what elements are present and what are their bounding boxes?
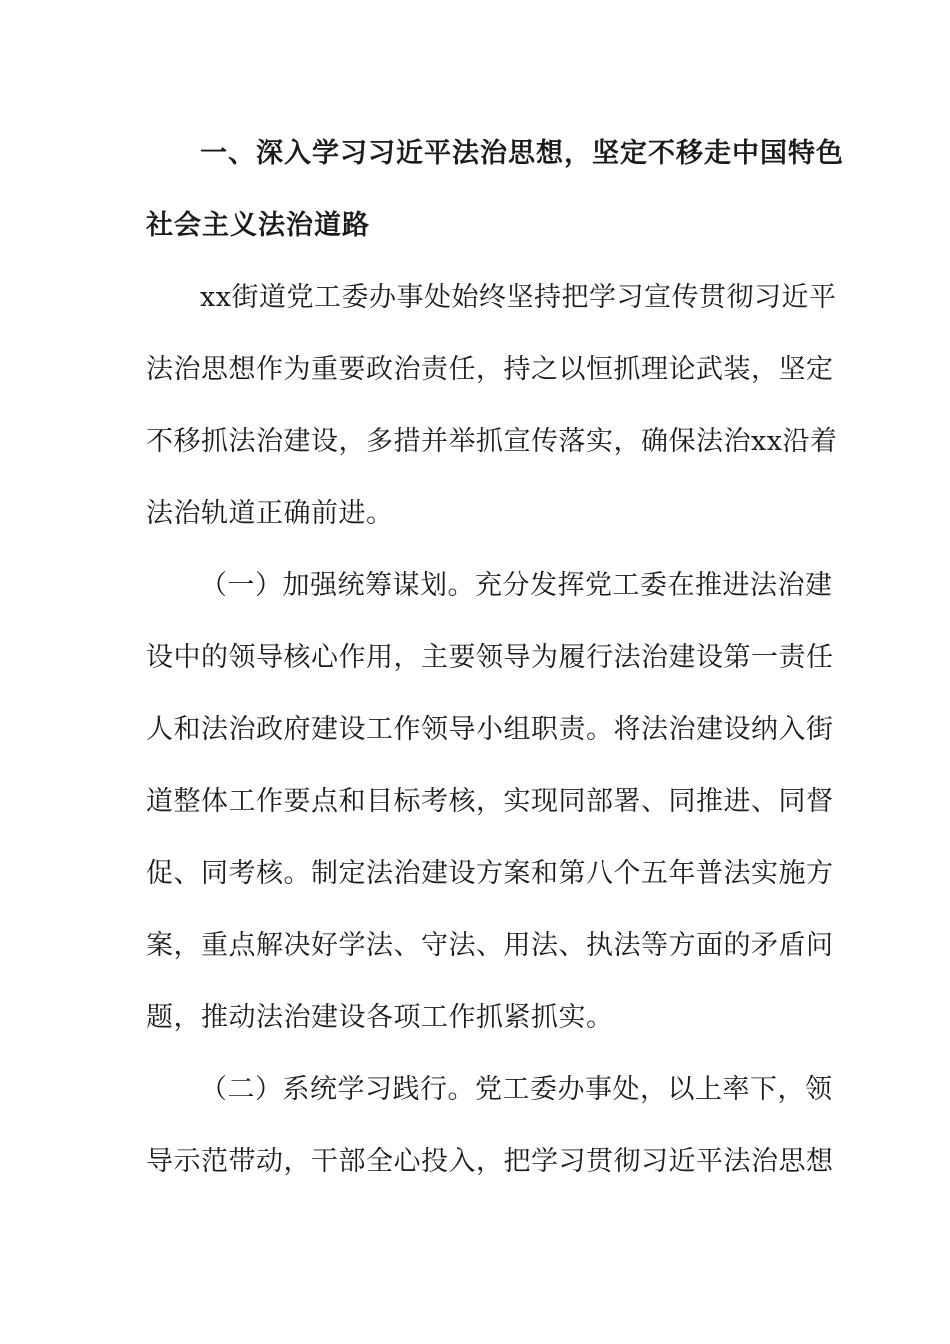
paragraph-1-line-3: 不移抓法治建设，多措并举抓宣传落实，确保法治xx沿着 xyxy=(146,426,838,457)
paragraph-1-line-4: 法治轨道正确前进。 xyxy=(146,498,394,529)
paragraph-2-line-4: 道整体工作要点和目标考核，实现同部署、同推进、同督 xyxy=(146,786,834,817)
paragraph-2-line-1: （一）加强统筹谋划。充分发挥党工委在推进法治建 xyxy=(200,570,833,601)
section-heading-line-1: 一、深入学习习近平法治思想，坚定不移走中国特色 xyxy=(200,138,844,169)
paragraph-1-line-1: xx街道党工委办事处始终坚持把学习宣传贯彻习近平 xyxy=(200,282,837,313)
paragraph-2-line-3: 人和法治政府建设工作领导小组职责。将法治建设纳入街 xyxy=(146,714,834,745)
paragraph-3-line-2: 导示范带动，干部全心投入，把学习贯彻习近平法治思想 xyxy=(146,1146,834,1177)
paragraph-3-line-1: （二）系统学习践行。党工委办事处，以上率下，领 xyxy=(200,1074,833,1105)
paragraph-2-line-2: 设中的领导核心作用，主要领导为履行法治建设第一责任 xyxy=(146,642,834,673)
paragraph-2-line-7: 题，推动法治建设各项工作抓紧抓实。 xyxy=(146,1002,614,1033)
section-heading-line-2: 社会主义法治道路 xyxy=(146,210,370,241)
paragraph-2-line-5: 促、同考核。制定法治建设方案和第八个五年普法实施方 xyxy=(146,858,834,889)
paragraph-2-line-6: 案，重点解决好学法、守法、用法、执法等方面的矛盾问 xyxy=(146,930,834,961)
paragraph-1-line-2: 法治思想作为重要政治责任，持之以恒抓理论武装，坚定 xyxy=(146,354,834,385)
